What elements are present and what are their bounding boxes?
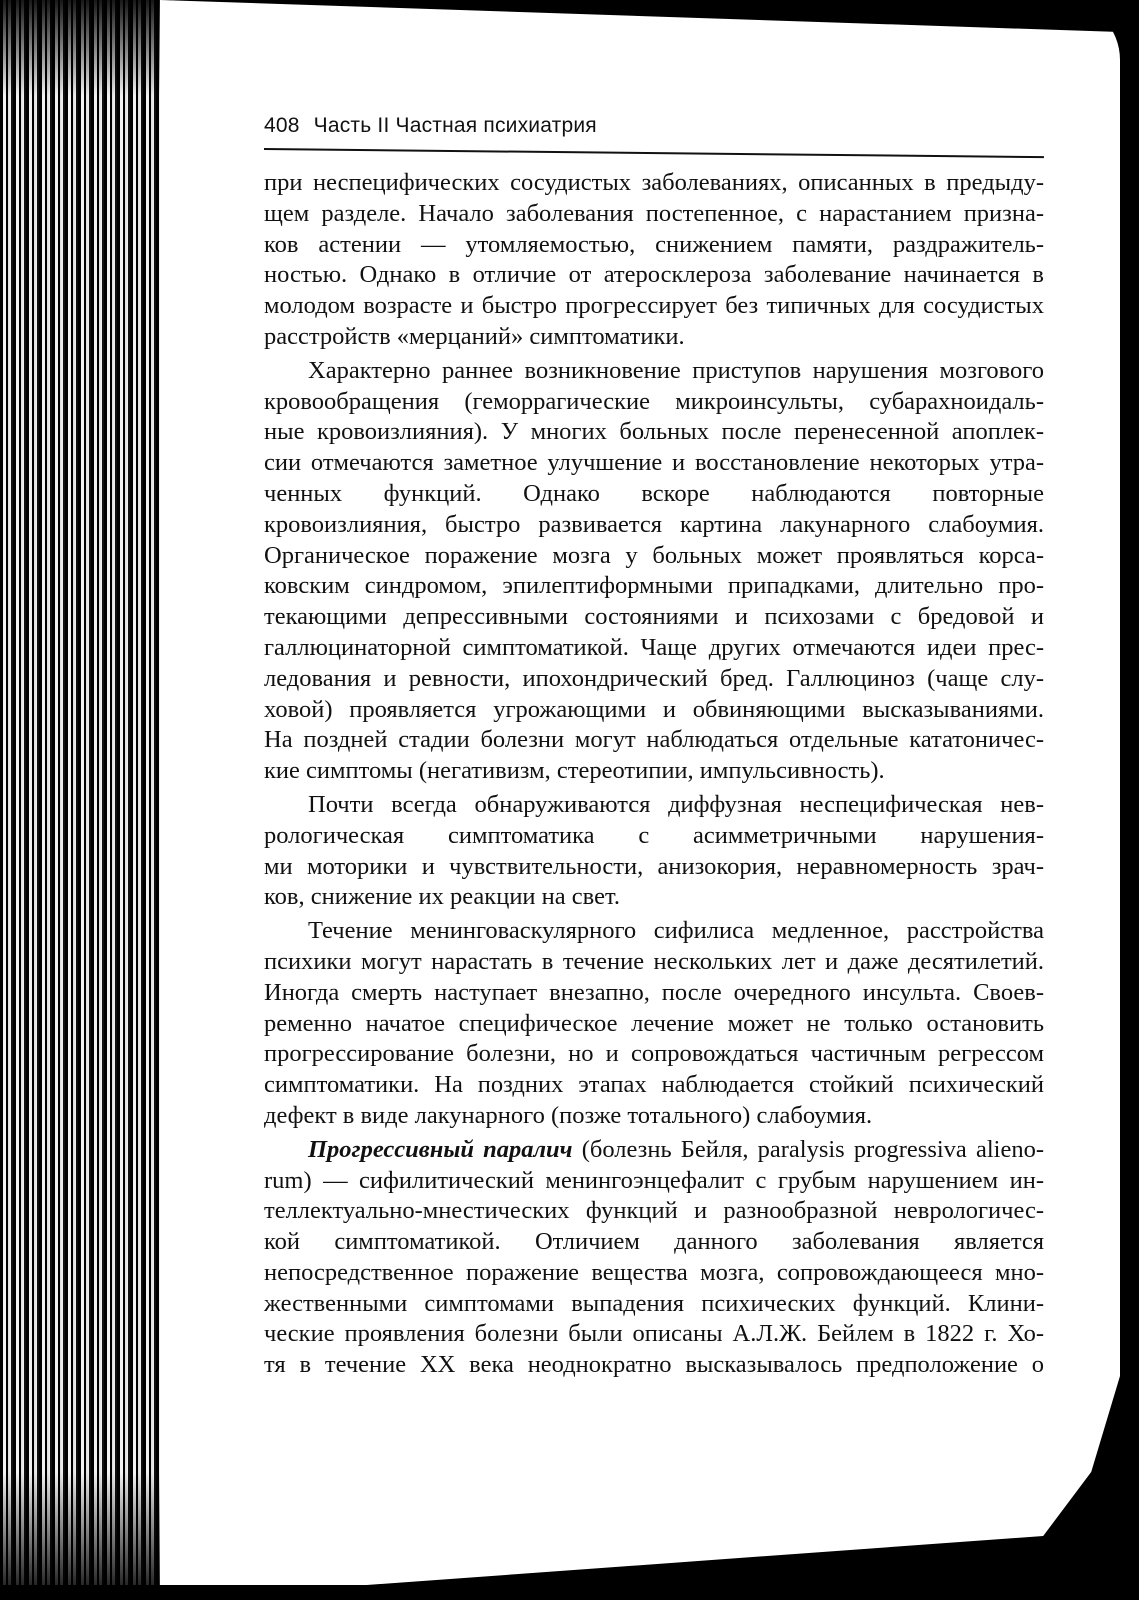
text-line: ностью. Однако в отличие от атеросклероза заболевание начинается в	[264, 261, 1044, 289]
text-line: молодом возрасте и быстро прогрессирует без типичных для сосудистых	[264, 292, 1044, 320]
text-line: галлюцинаторной симптоматикой. Чаще других отмечаются идеи прес-	[264, 633, 1044, 661]
text-line: Характерно раннее возникновение приступов нарушения мозгового	[308, 356, 1044, 384]
text-line: ные кровоизлияния). У многих больных после перенесенной апоплек-	[264, 418, 1044, 446]
text-line: тя в течение XX века неоднократно высказывалось предположение о	[264, 1351, 1044, 1379]
term-progressive-paralysis: Прогрессивный паралич	[308, 1135, 573, 1163]
text-line: ков, снижение их реакции на свет.	[264, 883, 620, 911]
paragraph-3	[264, 790, 1044, 913]
paragraph-4	[264, 916, 1044, 1132]
text-line: ческие проявления болезни были описаны А.Л.Ж. Бейлем в 1822 г. Хо-	[264, 1320, 1044, 1348]
text-line: теллектуально-мнестических функций и разнообразной неврологичес-	[264, 1197, 1044, 1225]
text-line: ременно начатое специфическое лечение может не только остановить	[264, 1009, 1044, 1037]
text-line: кой симптоматикой. Отличием данного заболевания является	[264, 1228, 1044, 1256]
text-line: сии отмечаются заметное улучшение и восстановление некоторых утра-	[264, 449, 1044, 477]
text-line: Течение менинговаскулярного сифилиса медленное, расстройства	[308, 917, 1044, 945]
text-line: ховой) проявляется угрожающими и обвиняющими высказываниями.	[264, 695, 1044, 723]
text-line: щем разделе. Начало заболевания постепенное, с нарастанием призна-	[264, 199, 1044, 227]
paragraph-1	[264, 168, 1044, 353]
text-line: жественными симптомами выпадения психических функций. Клини-	[264, 1289, 1044, 1317]
text-line: прогрессирование болезни, но и сопровождаться частичным регрессом	[264, 1040, 1044, 1068]
text-line	[264, 1135, 1044, 1166]
running-header	[264, 114, 597, 138]
body-text	[264, 168, 1044, 1381]
text-line: ченных функций. Однако вскоре наблюдаются повторные	[264, 479, 1044, 507]
text-line: кровоизлияния, быстро развивается картина лакунарного слабоумия.	[264, 510, 1044, 538]
text-line: Органическое поражение мозга у больных может проявляться корса-	[264, 541, 1044, 569]
text-line: кровообращения (геморрагические микроинсульты, субарахноидаль-	[264, 387, 1044, 415]
text-line: На поздней стадии болезни могут наблюдаться отдельные кататоничес-	[264, 726, 1044, 754]
text-line: рологическая симптоматика с асимметричными нарушения-	[264, 821, 1044, 849]
bottom-shadow	[0, 1585, 1139, 1600]
running-title: Часть II Частная психиатрия	[313, 114, 597, 137]
text-line: Почти всегда обнаруживаются диффузная неспецифическая нев-	[308, 790, 1044, 818]
page-edges-shadow	[0, 0, 175, 1600]
paragraph-5	[264, 1135, 1044, 1381]
text-line: расстройств «мерцаний» симптоматики.	[264, 322, 685, 350]
text-line: текающими депрессивными состояниями и психозами с бредовой и	[264, 603, 1044, 631]
text-line: ледования и ревности, ипохондрический бред. Галлюциноз (чаще слу-	[264, 664, 1044, 692]
text-line: при неспецифических сосудистых заболеваниях, описанных в предыду-	[264, 169, 1044, 196]
text-line: ми моторики и чувствительности, анизокория, неравномерность зрач-	[264, 852, 1044, 880]
text-line: психики могут нарастать в течение нескольких лет и даже десятилетий.	[264, 947, 1044, 975]
text-line: ковским синдромом, эпилептиформными припадками, длительно про-	[264, 572, 1044, 600]
text-fragment: (болезнь Бейля, paralysis progressiva alieno-	[572, 1135, 1044, 1163]
text-line: Иногда смерть наступает внезапно, после очередного инсульта. Своев-	[264, 978, 1044, 1006]
text-line: rum) — сифилитический менингоэнцефалит с грубым нарушением ин-	[264, 1166, 1044, 1194]
text-line: дефект в виде лакунарного (позже тотального) слабоумия.	[264, 1101, 873, 1129]
text-line: симптоматики. На поздних этапах наблюдается стойкий психический	[264, 1071, 1044, 1099]
paragraph-2	[264, 356, 1044, 787]
page-number: 408	[264, 114, 300, 137]
text-line: непосредственное поражение вещества мозга, сопровождающееся мно-	[264, 1258, 1044, 1286]
text-line: кие симптомы (негативизм, стереотипии, импульсивность).	[264, 757, 885, 785]
text-line: ков астении — утомляемостью, снижением памяти, раздражитель-	[264, 230, 1044, 258]
